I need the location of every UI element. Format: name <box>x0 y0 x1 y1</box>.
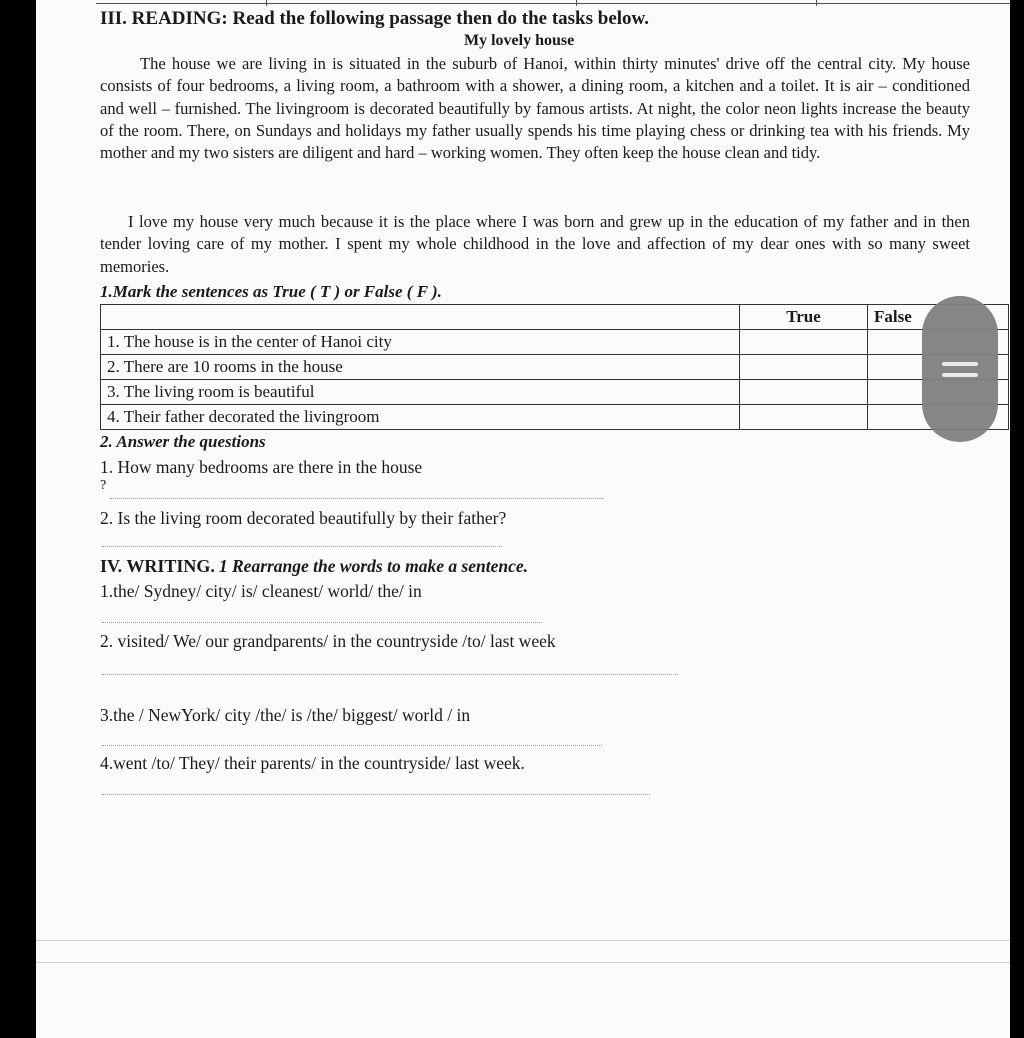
rearrange-item-4: 4.went /to/ They/ their parents/ in the countryside/ last week. <box>100 753 525 773</box>
passage-paragraph-2: I love my house very much because it is the place where I was born and grew up in the education of my father and in then tender loving care of my mother. I spent my whole childhood in the love and affection of my dear ones with so many sweet memories. <box>100 212 970 276</box>
table-row <box>101 380 1009 405</box>
answer-line[interactable] <box>102 674 678 675</box>
task1-instruction: 1.Mark the sentences as True ( T ) or False ( F ). <box>100 282 442 301</box>
top-tick <box>816 0 817 6</box>
grip-line <box>942 373 978 377</box>
table-row <box>101 405 1009 430</box>
question-1-mark: ? <box>100 478 107 493</box>
grip-line <box>942 362 978 366</box>
reading-heading: III. READING: Read the following passage then do the tasks below. <box>100 8 649 29</box>
question-1: 1. How many bedrooms are there in the house <box>100 457 423 477</box>
writing-instruction: 1 Rearrange the words to make a sentence. <box>218 556 529 576</box>
answer-line[interactable] <box>102 745 602 746</box>
true-false-table <box>100 304 1009 430</box>
table-header-row <box>101 305 1009 330</box>
answer-line[interactable] <box>110 498 604 499</box>
rearrange-item-3: 3.the / NewYork/ city /the/ is /the/ biggest/ world / in <box>100 705 471 725</box>
writing-heading-line <box>100 556 528 577</box>
task2-instruction: 2. Answer the questions <box>100 432 266 451</box>
header-false: False <box>868 305 1009 330</box>
answer-line[interactable] <box>102 622 542 623</box>
statement-cell: 1. The house is in the center of Hanoi city <box>101 330 740 355</box>
statement-cell: 3. The living room is beautiful <box>101 380 740 405</box>
answer-line[interactable] <box>102 794 650 795</box>
top-tick <box>266 0 267 6</box>
top-tick <box>576 0 577 6</box>
statement-cell: 2. There are 10 rooms in the house <box>101 355 740 380</box>
true-answer-cell[interactable] <box>740 355 868 380</box>
rearrange-item-1: 1.the/ Sydney/ city/ is/ cleanest/ world/ the/ in <box>100 581 422 601</box>
true-answer-cell[interactable] <box>740 405 868 430</box>
writing-heading: IV. WRITING. <box>100 556 215 576</box>
header-blank-cell <box>101 305 740 330</box>
passage-paragraph-1: The house we are living in is situated in the suburb of Hanoi, within thirty minutes' drive off the central city. My house consists of four bedrooms, a living room, a bathroom with a shower, a dining room, a kitchen and a toilet. It is air – conditioned and well – furnished. The livingroom is decorated beautifully by famous artists. At night, the color neon lights increase the beauty of the room. There, on Sundays and holidays my father usually spends his time playing chess or drinking tea with his friends. My mother and my two sisters are diligent and hard – working women. They often keep the house clean and tidy. <box>100 54 970 163</box>
page-divider <box>36 940 1010 941</box>
table-row <box>101 330 1009 355</box>
worksheet-page <box>36 0 1010 1038</box>
true-answer-cell[interactable] <box>740 330 868 355</box>
rearrange-item-2: 2. visited/ We/ our grandparents/ in the countryside /to/ last week <box>100 631 556 651</box>
true-answer-cell[interactable] <box>740 380 868 405</box>
answer-line[interactable] <box>102 546 502 547</box>
scroll-handle-overlay[interactable] <box>922 296 998 442</box>
question-2: 2. Is the living room decorated beautifully by their father? <box>100 508 507 528</box>
top-border-line <box>96 0 1010 4</box>
statement-cell: 4. Their father decorated the livingroom <box>101 405 740 430</box>
table-row <box>101 355 1009 380</box>
passage-title: My lovely house <box>464 32 575 49</box>
page-divider <box>36 962 1010 963</box>
header-true: True <box>740 305 868 330</box>
